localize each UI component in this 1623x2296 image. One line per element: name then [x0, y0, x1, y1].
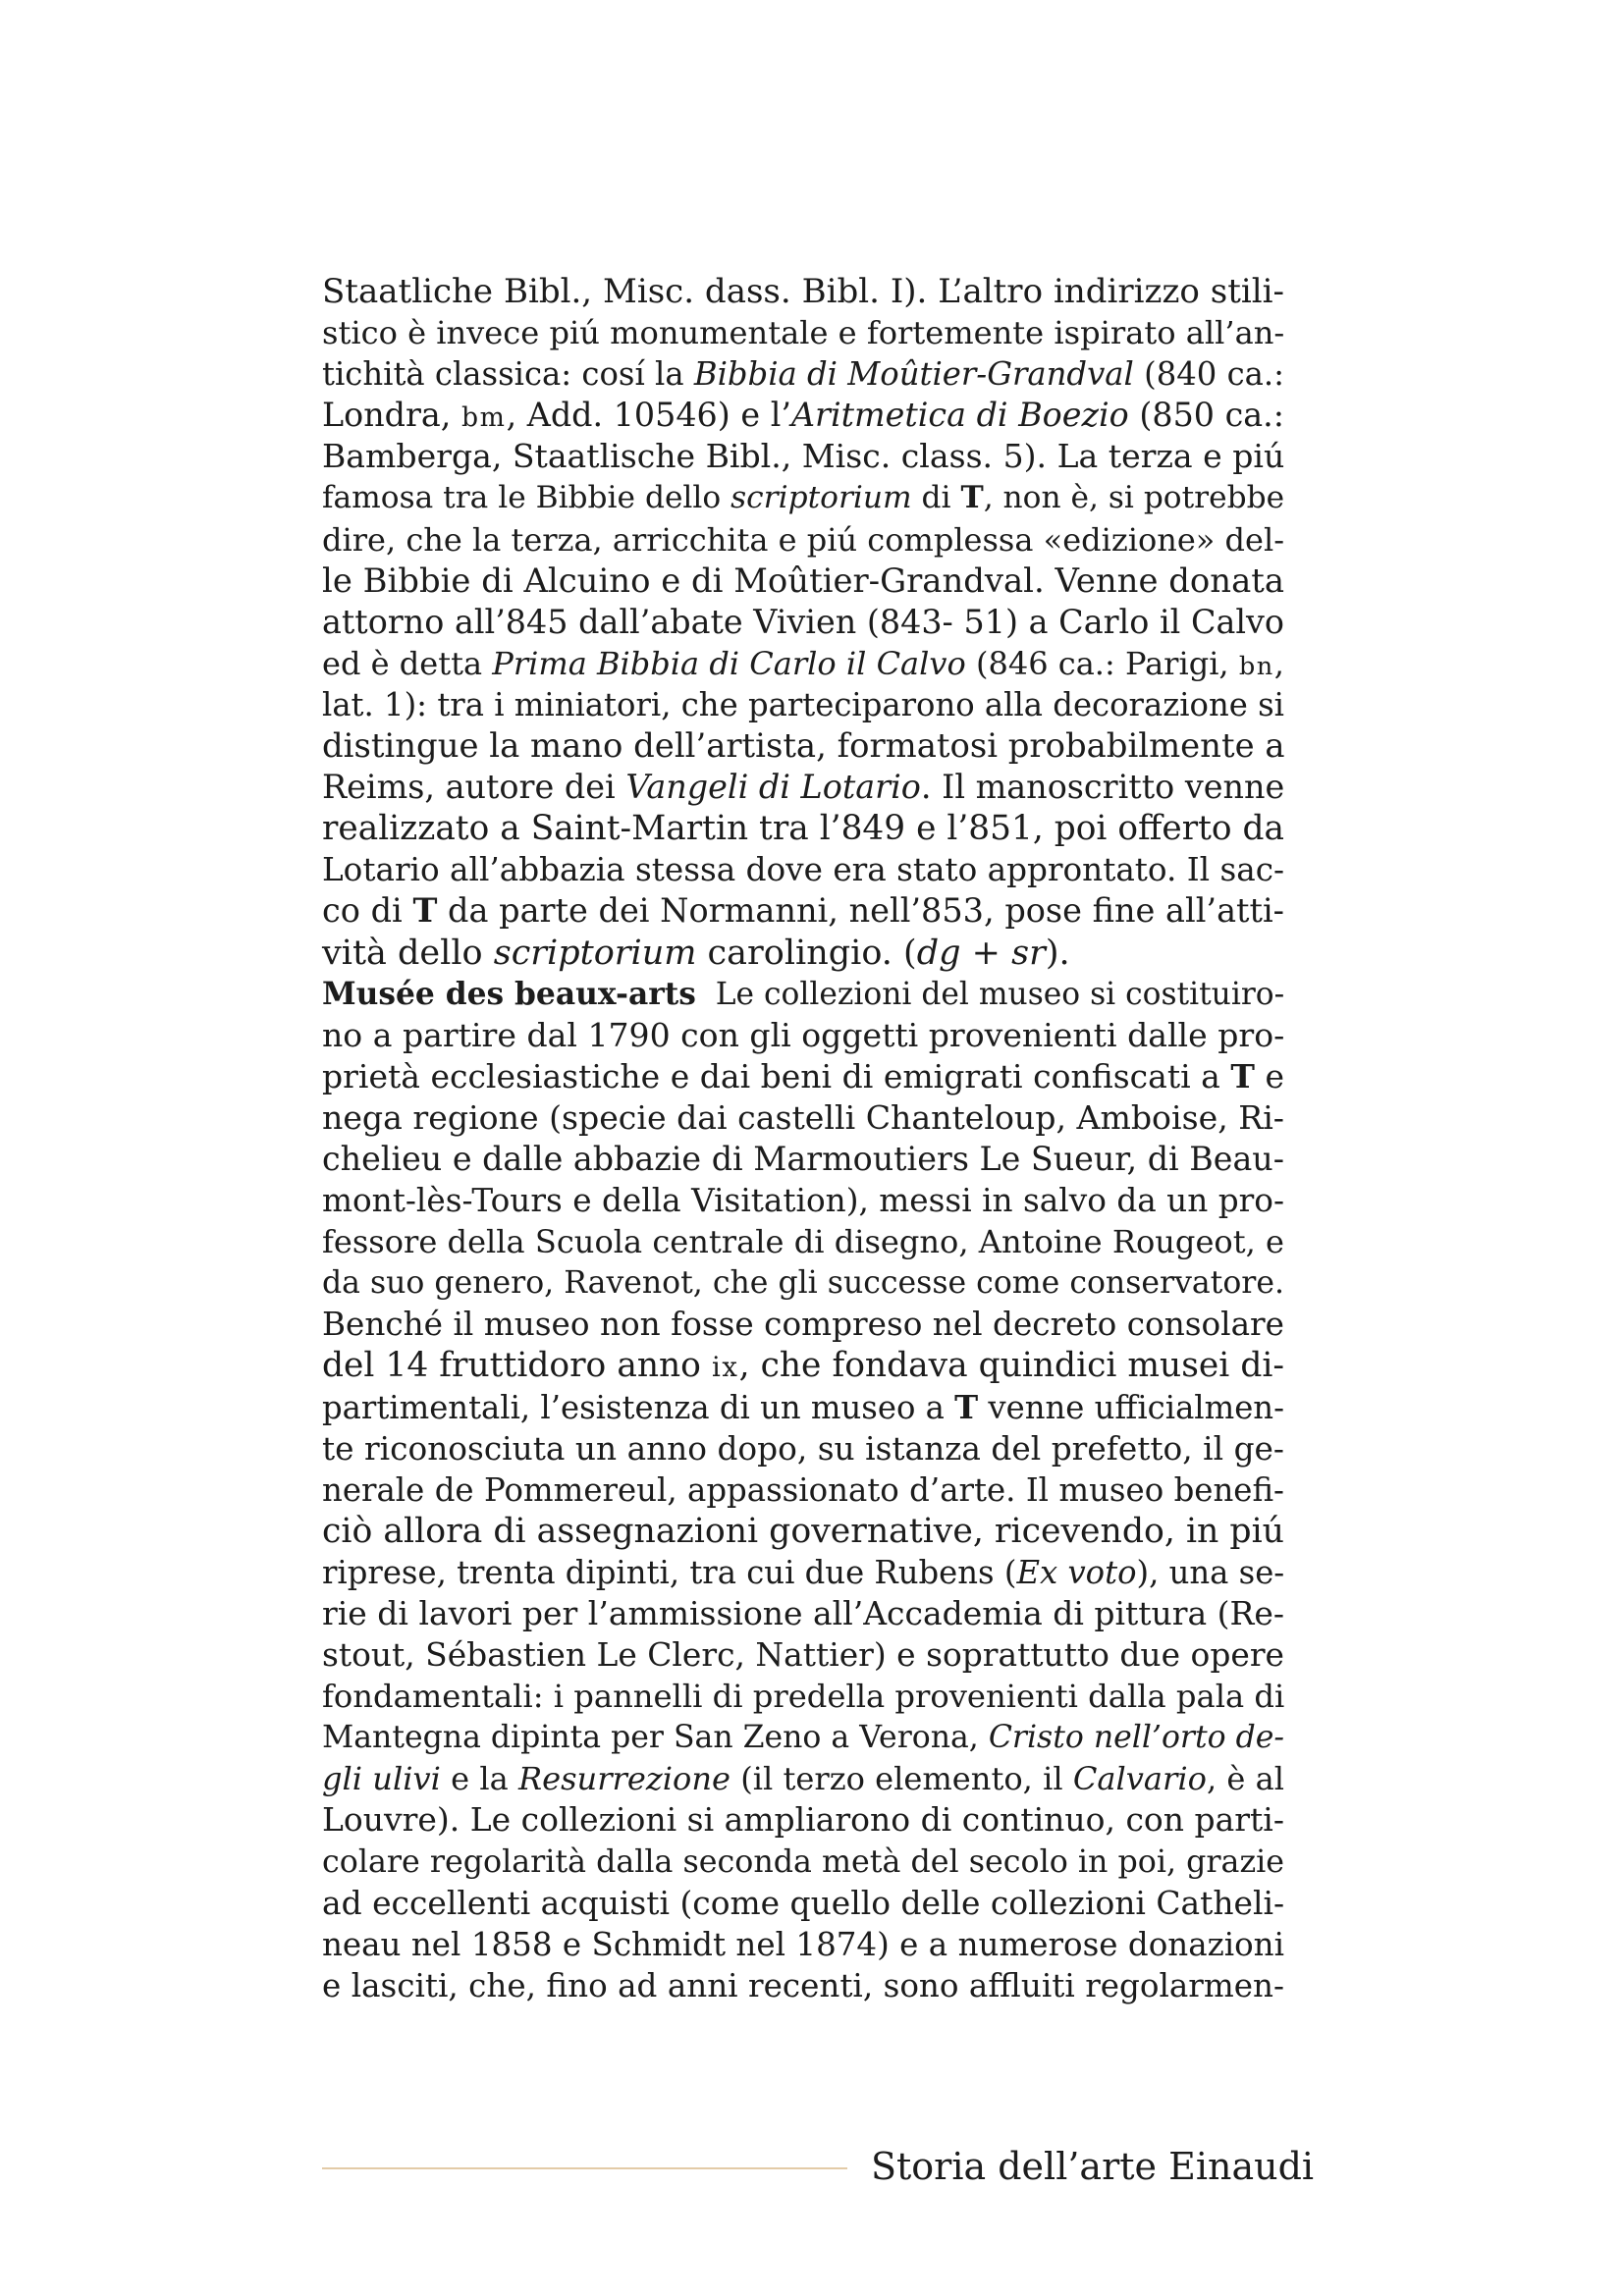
text-line: [322, 1511, 1284, 1552]
text-line: [322, 684, 1284, 725]
text-segment: distingue la mano dell’artista, formatosi probabilmente a: [322, 726, 1285, 766]
text-segment: no a partire dal 1790 con gli oggetti provenienti dalle pro-: [322, 1015, 1285, 1054]
text-segment: venne ufficialmen-: [978, 1388, 1284, 1426]
text-segment: di: [911, 480, 961, 516]
text-segment: (840 ca.:: [1133, 355, 1284, 394]
text-segment: prietà ecclesiastiche e dai beni di emigrati confiscati a: [322, 1056, 1231, 1095]
text-segment: Mantegna dipinta per San Zeno a Verona,: [322, 1720, 989, 1756]
text-segment: ).: [1045, 933, 1070, 973]
text-line: [322, 643, 1284, 684]
text-line: [322, 1428, 1284, 1469]
text-segment: da parte dei Normanni, nell’853, pose fine all’atti-: [437, 891, 1285, 931]
italic-text: Ex voto: [1016, 1553, 1137, 1591]
text-line: [322, 1717, 1284, 1758]
text-segment: e lasciti, che, fino ad anni recenti, sono affluiti regolarmen-: [322, 1966, 1284, 2004]
text-line: [322, 1842, 1284, 1883]
text-line: [322, 395, 1284, 436]
text-line: [322, 1593, 1284, 1634]
small-caps-text: bn: [1238, 651, 1274, 681]
text-line: [322, 725, 1284, 767]
text-line: [322, 477, 1284, 518]
text-segment: carolingio. (: [696, 933, 917, 973]
text-segment: colare regolarità dalla seconda metà del secolo in poi, grazie: [322, 1843, 1285, 1880]
text-line: [322, 353, 1284, 395]
text-line: [322, 1262, 1284, 1304]
footer-rule: [322, 2167, 847, 2169]
text-segment: e la: [440, 1760, 518, 1798]
text-line: [322, 849, 1284, 890]
text-line: [322, 1345, 1284, 1386]
text-segment: mont-lès-Tours e della Visitation), messi in salvo da un pro-: [322, 1182, 1284, 1220]
bold-text: Musée des beaux-arts: [322, 976, 696, 1012]
body-text: [322, 271, 1284, 2006]
text-line: [322, 1097, 1284, 1139]
text-segment: partimentali, l’esistenza di un museo a: [322, 1388, 955, 1426]
italic-text: Bibbia di Moûtier-Grandval: [693, 355, 1134, 394]
bold-text: T: [412, 891, 438, 931]
text-line: [322, 436, 1284, 477]
text-line: [322, 1552, 1284, 1593]
text-line: [322, 1221, 1284, 1262]
text-segment: nega regione (specie dai castelli Chanteloup, Amboise, Ri-: [322, 1097, 1284, 1137]
italic-text: scriptorium: [493, 933, 697, 973]
text-segment: famosa tra le Bibbie dello: [322, 480, 731, 516]
text-segment: stico è invece piú monumentale e fortemente ispirato all’an-: [322, 314, 1285, 352]
text-segment: nerale de Pommereul, appassionato d’arte. Il museo benefi-: [322, 1470, 1284, 1509]
text-segment: Reims, autore dei: [322, 768, 626, 807]
text-line: [322, 767, 1284, 808]
text-segment: Le collezioni del museo si costituiro-: [695, 976, 1285, 1012]
footer-title: Storia dell’arte Einaudi: [871, 2145, 1315, 2188]
text-line: [322, 1758, 1284, 1799]
bold-text: T: [954, 1388, 979, 1426]
text-line: [322, 1924, 1284, 1965]
italic-text: scriptorium: [730, 480, 912, 516]
text-line: [322, 312, 1284, 353]
small-caps-text: bm: [461, 402, 507, 434]
text-segment: e: [1254, 1056, 1284, 1095]
text-line: [322, 1015, 1284, 1056]
text-segment: riprese, trenta dipinti, tra cui due Rubens (: [322, 1553, 1017, 1591]
text-segment: ed è detta: [322, 644, 493, 682]
text-segment: co di: [322, 891, 413, 931]
italic-text: Resurrezione: [517, 1760, 730, 1798]
text-segment: ), una se-: [1136, 1553, 1285, 1591]
bold-text: T: [1230, 1056, 1255, 1095]
text-segment: fondamentali: i pannelli di predella provenienti dalla pala di: [322, 1678, 1285, 1716]
text-segment: realizzato a Saint-Martin tra l’849 e l’851, poi offerto da: [322, 809, 1284, 849]
text-segment: (850 ca.:: [1128, 396, 1284, 435]
text-line: [322, 1799, 1284, 1841]
text-line: [322, 1387, 1284, 1428]
italic-text: Aritmetica di Boezio: [790, 396, 1129, 435]
text-segment: , Add. 10546) e l’: [506, 396, 791, 435]
text-line: [322, 1883, 1284, 1924]
text-line: [322, 602, 1284, 643]
text-segment: Louvre). Le collezioni si ampliarono di continuo, con parti-: [322, 1800, 1284, 1840]
text-segment: ,: [1273, 644, 1284, 682]
text-segment: te riconosciuta un anno dopo, su istanza del prefetto, il ge-: [322, 1429, 1284, 1468]
text-line: [322, 1965, 1284, 2006]
text-segment: Benché il museo non fosse compreso nel decreto consolare: [322, 1306, 1284, 1344]
text-line: [322, 974, 1284, 1015]
text-segment: ciò allora di assegnazioni governative, ricevendo, in piú: [322, 1511, 1284, 1551]
text-segment: tichità classica: cosí la: [322, 355, 694, 394]
text-line: [322, 271, 1284, 312]
text-segment: stout, Sébastien Le Clerc, Nattier) e soprattutto due opere: [322, 1635, 1284, 1675]
text-line: [322, 1469, 1284, 1511]
italic-text: Calvario: [1072, 1760, 1207, 1798]
italic-text: Prima Bibbia di Carlo il Calvo: [492, 644, 966, 682]
small-caps-text: ix: [711, 1352, 739, 1384]
text-segment: le Bibbie di Alcuino e di Moûtier-Grandval. Venne donata: [322, 561, 1284, 600]
text-segment: . Il manoscritto venne: [920, 768, 1285, 807]
text-segment: (846 ca.: Parigi,: [965, 644, 1239, 682]
text-line: [322, 1139, 1284, 1180]
text-segment: da suo genero, Ravenot, che gli successe come conservatore.: [322, 1265, 1284, 1302]
text-segment: vità dello: [322, 933, 494, 973]
text-segment: ad eccellenti acquisti (come quello delle collezioni Catheli-: [322, 1883, 1285, 1922]
text-segment: , è al: [1206, 1760, 1284, 1798]
text-segment: chelieu e dalle abbazie di Marmoutiers Le Sueur, di Beau-: [322, 1139, 1284, 1178]
text-segment: attorno all’845 dall’abate Vivien (843- 51) a Carlo il Calvo: [322, 602, 1284, 641]
text-line: [322, 1056, 1284, 1097]
text-segment: rie di lavori per l’ammissione all’Accademia di pittura (Re-: [322, 1594, 1284, 1632]
text-segment: (il terzo elemento, il: [730, 1760, 1073, 1798]
text-line: [322, 519, 1284, 561]
text-segment: fessore della Scuola centrale di disegno, Antoine Rougeot, e: [322, 1223, 1284, 1261]
text-line: [322, 561, 1284, 602]
text-segment: Londra,: [322, 396, 462, 435]
text-segment: del 14 fruttidoro anno: [322, 1346, 712, 1386]
text-segment: Lotario all’abbazia stessa dove era stato approntato. Il sac-: [322, 851, 1285, 889]
text-line: [322, 1676, 1284, 1717]
text-segment: Staatliche Bibl., Misc. dass. Bibl. I). L’altro indirizzo stili-: [322, 272, 1284, 311]
text-segment: neau nel 1858 e Schmidt nel 1874) e a numerose donazioni: [322, 1925, 1284, 1963]
italic-text: Vangeli di Lotario: [625, 768, 921, 807]
text-line: [322, 1180, 1284, 1221]
bold-text: T: [960, 480, 984, 516]
text-segment: , non è, si potrebbe: [983, 480, 1285, 516]
text-line: [322, 933, 1284, 974]
text-line: [322, 808, 1284, 849]
text-segment: dire, che la terza, arricchita e piú complessa «edizione» del-: [322, 520, 1284, 559]
italic-text: dg + sr: [916, 933, 1046, 973]
italic-text: gli ulivi: [322, 1760, 441, 1798]
text-line: [322, 890, 1284, 932]
text-segment: , che fondava quindici musei di-: [738, 1346, 1284, 1386]
text-line: [322, 1634, 1284, 1676]
text-segment: lat. 1): tra i miniatori, che parteciparono alla decorazione si: [322, 685, 1284, 723]
italic-text: Cristo nell’orto de-: [988, 1720, 1285, 1756]
text-segment: Bamberga, Staatlische Bibl., Misc. class. 5). La terza e piú: [322, 437, 1285, 476]
text-line: [322, 1304, 1284, 1345]
